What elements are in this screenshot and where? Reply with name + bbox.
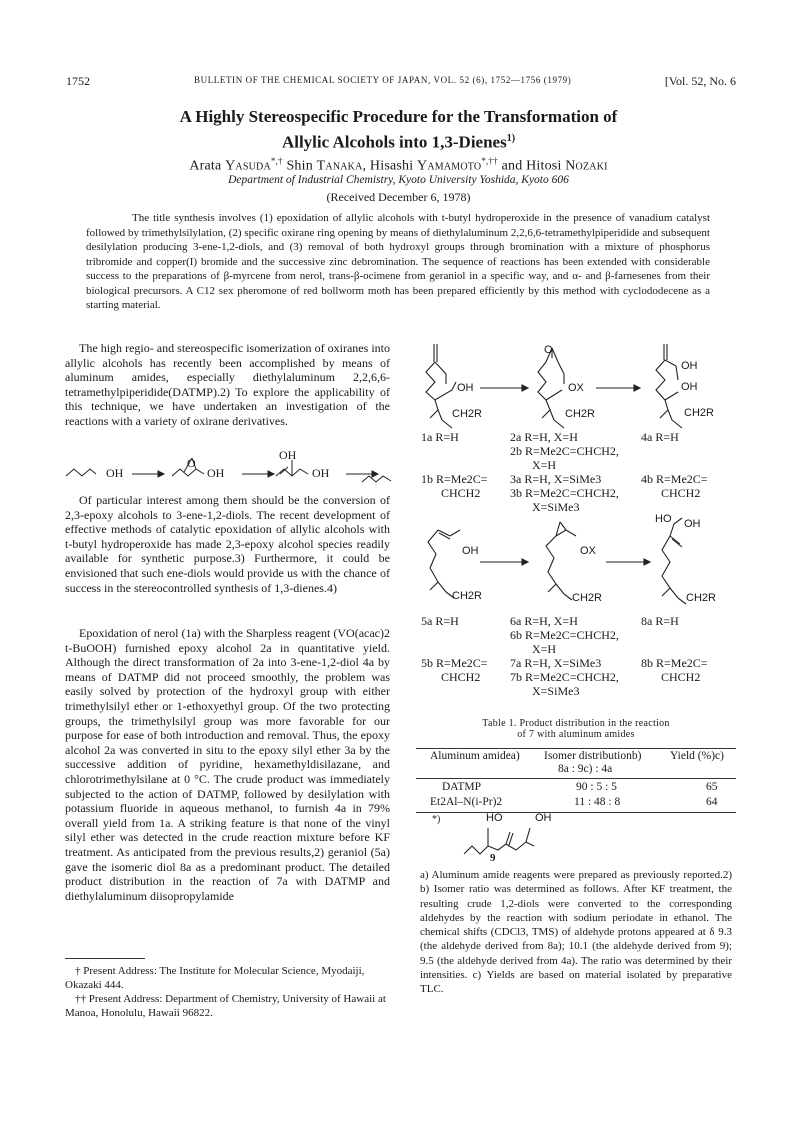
label-ch2r-8a: CH2R [686, 592, 716, 604]
journal-name: BULLETIN OF THE CHEMICAL SOCIETY OF JAPAN, VOL. 52 (6), 1752—1756 (1979) [194, 75, 572, 85]
label-ho-8a: HO [655, 513, 672, 525]
label-7b-x: X=SiMe3 [532, 684, 580, 698]
label-3a: 3a R=H, X=SiMe3 [510, 472, 602, 486]
table-starnote: *) [432, 814, 441, 825]
label-1b: 1b R=Me2C= [421, 472, 488, 486]
label-2b-x: X=H [532, 458, 557, 472]
label-8a: 8a R=H [641, 614, 679, 628]
label-ch2r-2a: CH2R [565, 408, 595, 420]
label-5b-2: CHCH2 [441, 670, 481, 684]
volume-info: [Vol. 52, No. 6 [664, 74, 736, 88]
label-8b: 8b R=Me2C= [641, 656, 708, 670]
footnote-rule [65, 958, 145, 959]
author-list: Arata Yasuda*,† Shin Tanaka, Hisashi Yamamoto*,†† and Hitosi Nozaki [189, 156, 608, 174]
footnotes: † Present Address: The Institute for Molecular Science, Myodaiji, Okazaki 444. †† Present Address: Department of Chemistry, University of Hawaii at Manoa, Honolulu, Hawaii 96822. [65, 965, 386, 1019]
body-paragraph-1: The high regio- and stereospecific isomerization of oxiranes into allylic alcohols has recently been accomplished by means of aluminum amides, especially diethylaluminum 2,2,6,6-tetramethylpiperidide(DATMP).2) To explore the applicability of this technique, we have undertaken an investigation of the reactions with a variety of oxirane derivatives. [65, 341, 390, 428]
scheme-oh-2: OH [207, 466, 225, 480]
scheme-oh-1: OH [106, 466, 124, 480]
label-oh-4a-1: OH [681, 360, 698, 372]
label-ox-2a: OX [568, 382, 584, 394]
label-7a: 7a R=H, X=SiMe3 [510, 656, 602, 670]
label-6b: 6b R=Me2C=CHCH2, [510, 628, 619, 642]
scheme-oh-4: OH [312, 466, 330, 480]
label-5a: 5a R=H [421, 614, 459, 628]
table-rule-mid [416, 778, 736, 779]
label-oh-4a-2: OH [681, 381, 698, 393]
label-3b-x: X=SiMe3 [532, 500, 580, 514]
abstract: The title synthesis involves (1) epoxidation of allylic alcohols with t-butyl hydroperoxide in the presence of vanadium catalyst followed by trimethylsilylation, (2) specific oxirane ring opening by means of diethylaluminum 2,2,6,6-tetramethylpiperidide and subsequent desilylation producing 3-ene-1,2-diols, and (3) removal of both hydroxyl groups through bromination with a mixture of phosphorus tribromide and copper(I) bromide and the successive zinc debromination. The sequence of reactions has been extended with considerable success to the preparations of β-myrcene from nerol, trans-β-ocimene from geraniol in a specific way, and α- and β-farnesenes from their biological precursors. A C12 sex pheromone of red bollworm moth has been prepared efficiently by this method with cyclododecene as a starting material. [86, 212, 710, 311]
scheme-o: O [187, 456, 196, 470]
body-paragraph-2: Of particular interest among them should be the conversion of 2,3-epoxy alcohols to 3-ene-1,2-diols. The recent development of effective methods of catalytic epoxidation of allylic alcohols with t-butyl hydroperoxide has made 2,3-epoxy alcohol species readily available for synthetic purpose.3) Furthermore, it could be envisioned that such ene-diols would provide us with the chance of success in the stereocontrolled synthesis of 1,3-dienes.4) [65, 493, 390, 595]
label-6a: 6a R=H, X=H [510, 614, 578, 628]
label-oh-9: OH [535, 812, 552, 824]
body-paragraph-3: Epoxidation of nerol (1a) with the Sharpless reagent (VO(acac)2 t-BuOOH) furnished epoxy alcohol 2a in quantitative yield. Although the direct transformation of 2a into 3-ene-1,2-diol 4a by means of DATMP did not proceed smoothly, the problem was easily solved by protection of the hydroxyl group with either trimethylsilyl ether or 1-ethoxyethyl group. Of the two protecting groups, the trimethylsilyl group was more favorable for our purpose for ease of both introduction and removal. Thus, the epoxy alcohol 2a was converted in situ to the epoxy silyl ether 3a by the successive addition of pyridine, hexamethyldisilazane, and chlorotrimethylsilane at 0 °C. The crude product was immediately subjected to the action of DATMP, followed by desilylation with potassium fluoride in aqueous methanol, to furnish 4a in 79% overall yield from 1a. A striking feature is that none of the vinyl silyl ether was detected in the crude reaction mixture before KF treatment. As anticipated from the previous results,2) geraniol (5a) gave the isomeric diol 8a as a predominant product. The detailed product distribution in the reaction of 7a with DATMP and diethylaluminum diisopropylamide [65, 626, 390, 903]
label-2a: 2a R=H, X=H [510, 430, 578, 444]
received-date: (Received December 6, 1978) [326, 190, 471, 204]
label-9: 9 [490, 852, 496, 864]
page-number: 1752 [66, 74, 90, 88]
label-ch2r-5a: CH2R [452, 590, 482, 602]
label-4b-2: CHCH2 [661, 486, 701, 500]
label-1b-2: CHCH2 [441, 486, 481, 500]
label-2b: 2b R=Me2C=CHCH2, [510, 444, 619, 458]
label-ox-6a: OX [580, 545, 596, 557]
label-7b: 7b R=Me2C=CHCH2, [510, 670, 619, 684]
label-oh-8a: OH [684, 518, 701, 530]
table-footnote: a) Aluminum amide reagents were prepared as previously reported.2) b) Isomer ratio was determined as follows. After KF treatment, the resulting crude 1,2-diols were converted to the corresponding aldehydes by the reaction with sodium periodate in ethanol. The chemical shifts (CDCl3, TMS) of aldehyde protons appeared at δ 9.3 (the aldehyde derived from 8a); 10.1 (the aldehyde derived from 9); 9.5 (the aldehyde derived from 4a). The ratio was determined by their intensities. c) Yields are based on material isolated by preparative TLC. [420, 869, 732, 996]
label-6b-x: X=H [532, 642, 557, 656]
label-ch2r-1a: CH2R [452, 408, 482, 420]
label-oh-1a: OH [457, 382, 474, 394]
label-ch2r-6a: CH2R [572, 592, 602, 604]
label-oh-5a: OH [462, 545, 479, 557]
label-5b: 5b R=Me2C= [421, 656, 488, 670]
label-o-2a: O [544, 344, 553, 356]
label-3b: 3b R=Me2C=CHCH2, [510, 486, 619, 500]
label-4b: 4b R=Me2C= [641, 472, 708, 486]
label-4a: 4a R=H [641, 430, 679, 444]
scheme-oh-3: OH [279, 448, 297, 462]
table-caption: Table 1. Product distribution in the reaction of 7 with aluminum amides [482, 718, 670, 740]
table-rule-bottom [416, 812, 736, 813]
affiliation: Department of Industrial Chemistry, Kyoto University Yoshida, Kyoto 606 [228, 174, 569, 186]
label-8b-2: CHCH2 [661, 670, 701, 684]
paper-title: A Highly Stereospecific Procedure for the Transformation of Allylic Alcohols into 1,3-Dienes$^{1)}$ [179, 107, 618, 152]
label-1a: 1a R=H [421, 430, 459, 444]
label-ho-9: HO [486, 812, 503, 824]
structure-9 [460, 818, 580, 864]
table-rule-top [416, 748, 736, 749]
label-ch2r-4a: CH2R [684, 407, 714, 419]
